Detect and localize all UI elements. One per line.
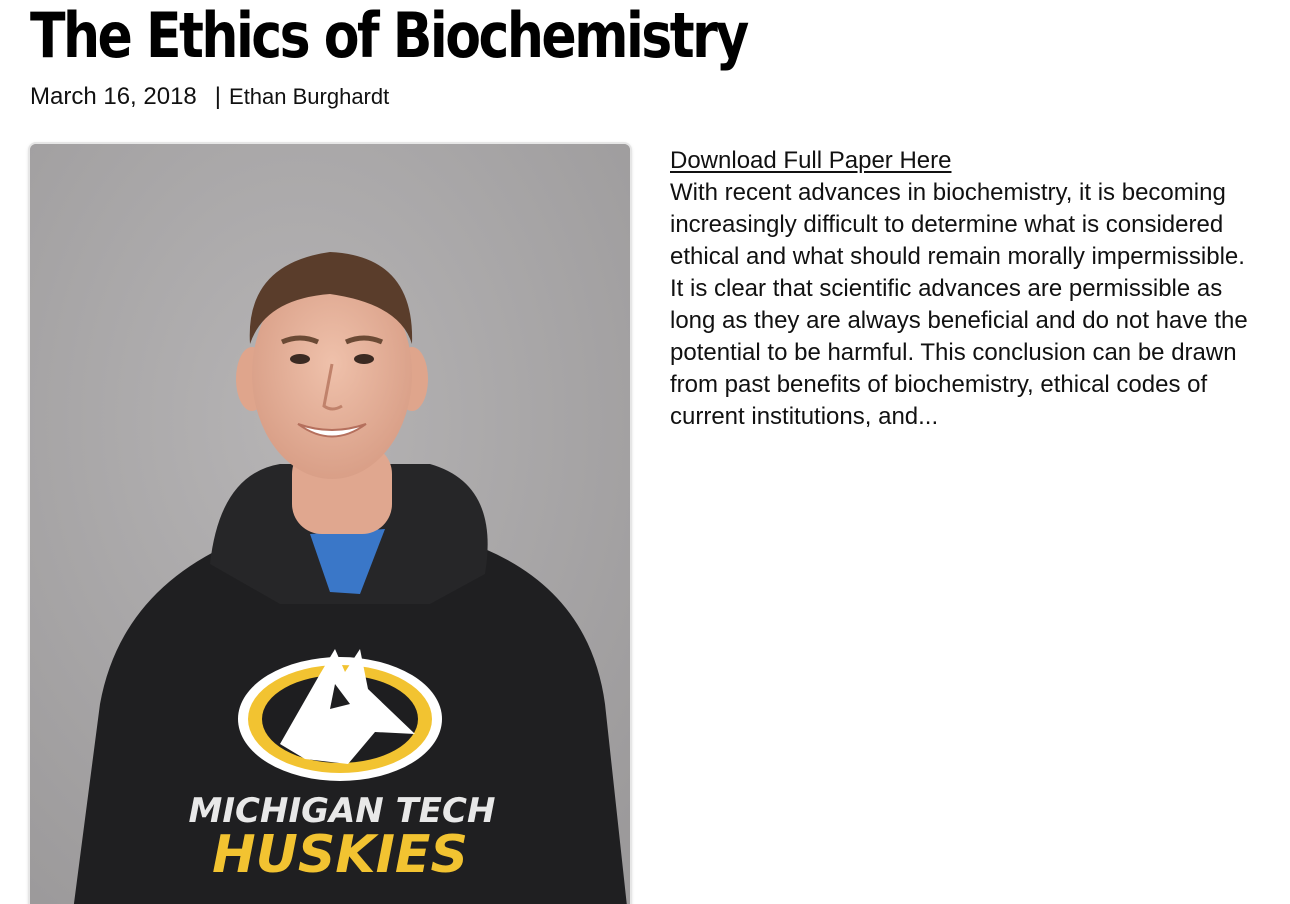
article-title: The Ethics of Biochemistry: [30, 0, 747, 72]
logo-text-bottom: HUSKIES: [212, 825, 468, 885]
article-content: [670, 145, 1260, 433]
article-date: March 16, 2018: [30, 83, 197, 110]
logo-text-top: MICHIGAN TECH: [188, 791, 496, 831]
article-abstract: With recent advances in biochemistry, it is becoming increasingly difficult to determine what is considered ethical and what should remain morally impermissible. It is clear that scientific advances are permissible as long as they are always beneficial and do not have the potential to be harmful. This conclusion can be drawn from past benefits of biochemistry, ethical codes of current institutions, and...: [670, 179, 1248, 430]
article-meta: [30, 82, 389, 112]
author-photo: [30, 144, 630, 904]
meta-separator: |: [214, 83, 222, 110]
article-author[interactable]: Ethan Burghardt: [229, 84, 390, 109]
download-paper-link[interactable]: Download Full Paper Here: [670, 147, 952, 174]
